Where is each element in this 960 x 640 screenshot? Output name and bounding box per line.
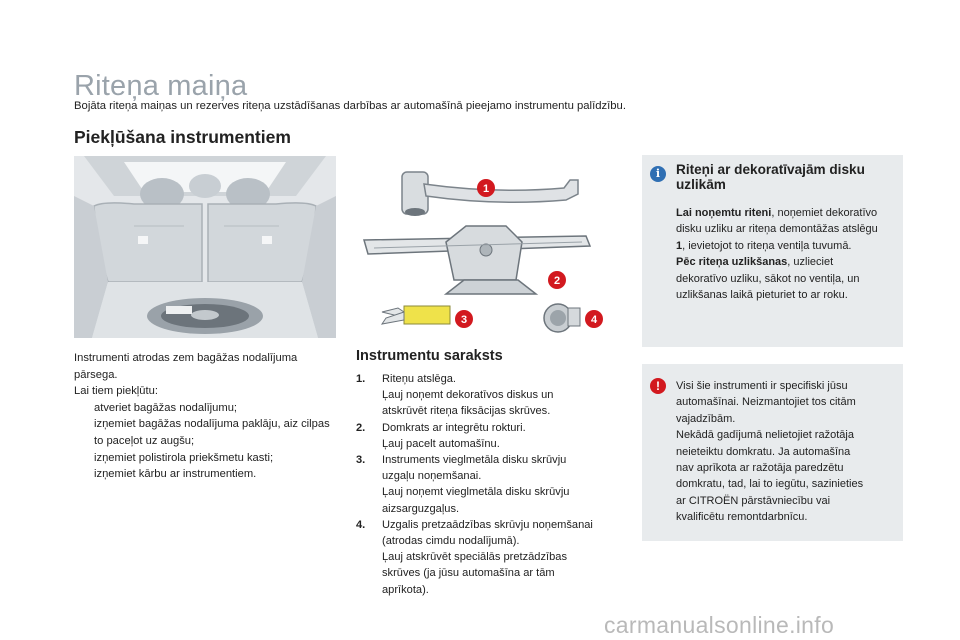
list-item	[74, 466, 336, 483]
bullet-text: izņemiet kārbu ar instrumentiem.	[94, 468, 257, 481]
item-line: Uzgalis pretzaādzības skrūvju noņemšanai	[382, 518, 593, 531]
tools-figure	[346, 162, 634, 340]
callout-badge-4	[585, 310, 603, 328]
bullet-icon	[74, 450, 94, 467]
intro-line: Lai tiem piekļūtu:	[74, 385, 158, 398]
item-number: 2.	[356, 421, 366, 434]
warning-line: Nekādā gadījumā nelietojiet ražotāja	[676, 429, 854, 442]
warning-icon: !	[650, 378, 666, 394]
info-box-title: Riteņi ar dekoratīvajām disku uzlikām	[676, 162, 865, 192]
item-number: 4.	[356, 518, 366, 531]
alloy-cap-tool	[382, 306, 450, 324]
badge-label: 2	[553, 275, 561, 287]
bullet-icon	[74, 416, 94, 449]
item-line: skrūves (ja jūsu automašīna ar tām	[382, 567, 555, 580]
tools-illustration	[346, 162, 634, 340]
item-line: Ļauj pacelt automašīnu.	[382, 437, 500, 450]
warning-line: neieteiktu domkratu. Ja automašīna	[676, 445, 851, 458]
warning-line: Visi šie instrumenti ir specifiski jūsu	[676, 380, 848, 392]
remove-text: , noņemiet dekoratīvo disku uzliku ar riteņa demontāžas atslēgu	[676, 207, 878, 236]
warning-line: domkratu, tad, lai to iegūtu, sazinieties	[676, 478, 864, 491]
access-instructions	[74, 350, 336, 483]
item-line: Domkrats ar integrētu rokturi.	[382, 421, 526, 434]
page-title: Riteņa maiņa	[74, 70, 248, 102]
warning-line: vajadzībām.	[676, 412, 736, 425]
tool-list	[356, 371, 628, 598]
callout-badge-3	[455, 310, 473, 328]
list-item	[356, 517, 628, 598]
intro-line: pārsega.	[74, 368, 118, 381]
callout-badge-1	[477, 179, 495, 197]
item-number: 1.	[356, 373, 366, 385]
item-line: atskrūvēt riteņa fiksācijas skrūves.	[382, 405, 551, 418]
item-line: Ļauj atskrūvēt speciālās pretzādzības	[382, 551, 567, 564]
bullet-text: izņemiet bagāžas nodalījuma paklāju, aiz cilpas to paceļot uz augšu;	[94, 418, 330, 447]
badge-label: 1	[482, 183, 490, 195]
install-text: , uzlieciet dekoratīvo uzliku, sākot no ventiļa, un uzlikšanas laikā pieturiet to ar roku.	[676, 256, 860, 302]
watermark: carmanualsonline.info	[604, 612, 835, 638]
page-subtitle: Bojāta riteņa maiņas un rezerves riteņa uzstādīšanas darbības ar automašīnā pieejamo instrumentu palīdzību.	[74, 100, 626, 112]
list-item	[356, 371, 628, 420]
bullet-text: izņemiet polistirola priekšmetu kasti;	[94, 451, 274, 464]
list-item	[356, 420, 628, 452]
bullet-icon	[74, 466, 94, 483]
item-line: Instruments vieglmetāla disku skrūvju	[382, 454, 567, 467]
intro-line: Instrumenti atrodas zem bagāžas nodalījuma	[74, 352, 298, 364]
list-item	[74, 400, 336, 417]
install-label: Pēc riteņa uzlikšanas	[676, 256, 788, 269]
item-line: Ļauj noņemt dekoratīvos diskus un	[382, 389, 554, 402]
item-line: (atrodas cimdu nodalījumā).	[382, 535, 520, 548]
trunk-photo	[74, 156, 336, 338]
item-line: aprīkota).	[382, 583, 429, 596]
tool-list-heading: Instrumentu saraksts	[356, 348, 503, 364]
callout-badge-2	[548, 271, 566, 289]
item-line: uzgaļu noņemšanai.	[382, 470, 482, 483]
badge-label: 3	[460, 314, 468, 326]
warning-text	[676, 378, 894, 526]
list-item	[74, 450, 336, 467]
warning-line: nav aprīkota ar ražotāja paredzētu	[676, 462, 844, 475]
bullet-icon	[74, 400, 94, 417]
remove-label: Lai noņemtu riteni	[676, 207, 772, 219]
item-line: Riteņu atslēga.	[382, 373, 457, 385]
item-line: Ļauj noņemt vieglmetāla disku skrūvju	[382, 486, 570, 499]
item-line: aizsarguzgaļus.	[382, 502, 460, 515]
badge-label: 4	[590, 314, 598, 326]
warning-line: automašīnai. Neizmantojiet tos citām	[676, 396, 856, 409]
list-item	[74, 416, 336, 449]
trunk-illustration	[74, 156, 336, 338]
warning-line: kvalificētu remontdarbnīcu.	[676, 511, 808, 524]
info-box-text	[676, 205, 886, 303]
tool-reference: 1	[676, 239, 683, 252]
warning-line: ar CITROËN pārstāvniecību vai	[676, 494, 831, 507]
list-item	[356, 452, 628, 517]
item-number: 3.	[356, 454, 366, 467]
access-heading: Piekļūšana instrumentiem	[74, 127, 291, 147]
bullet-text: atveriet bagāžas nodalījumu;	[94, 401, 238, 414]
anti-theft-socket	[544, 304, 580, 332]
info-icon: i	[650, 166, 666, 182]
remove-text-end: , ievietojot to riteņa ventiļa tuvumā.	[682, 239, 852, 252]
